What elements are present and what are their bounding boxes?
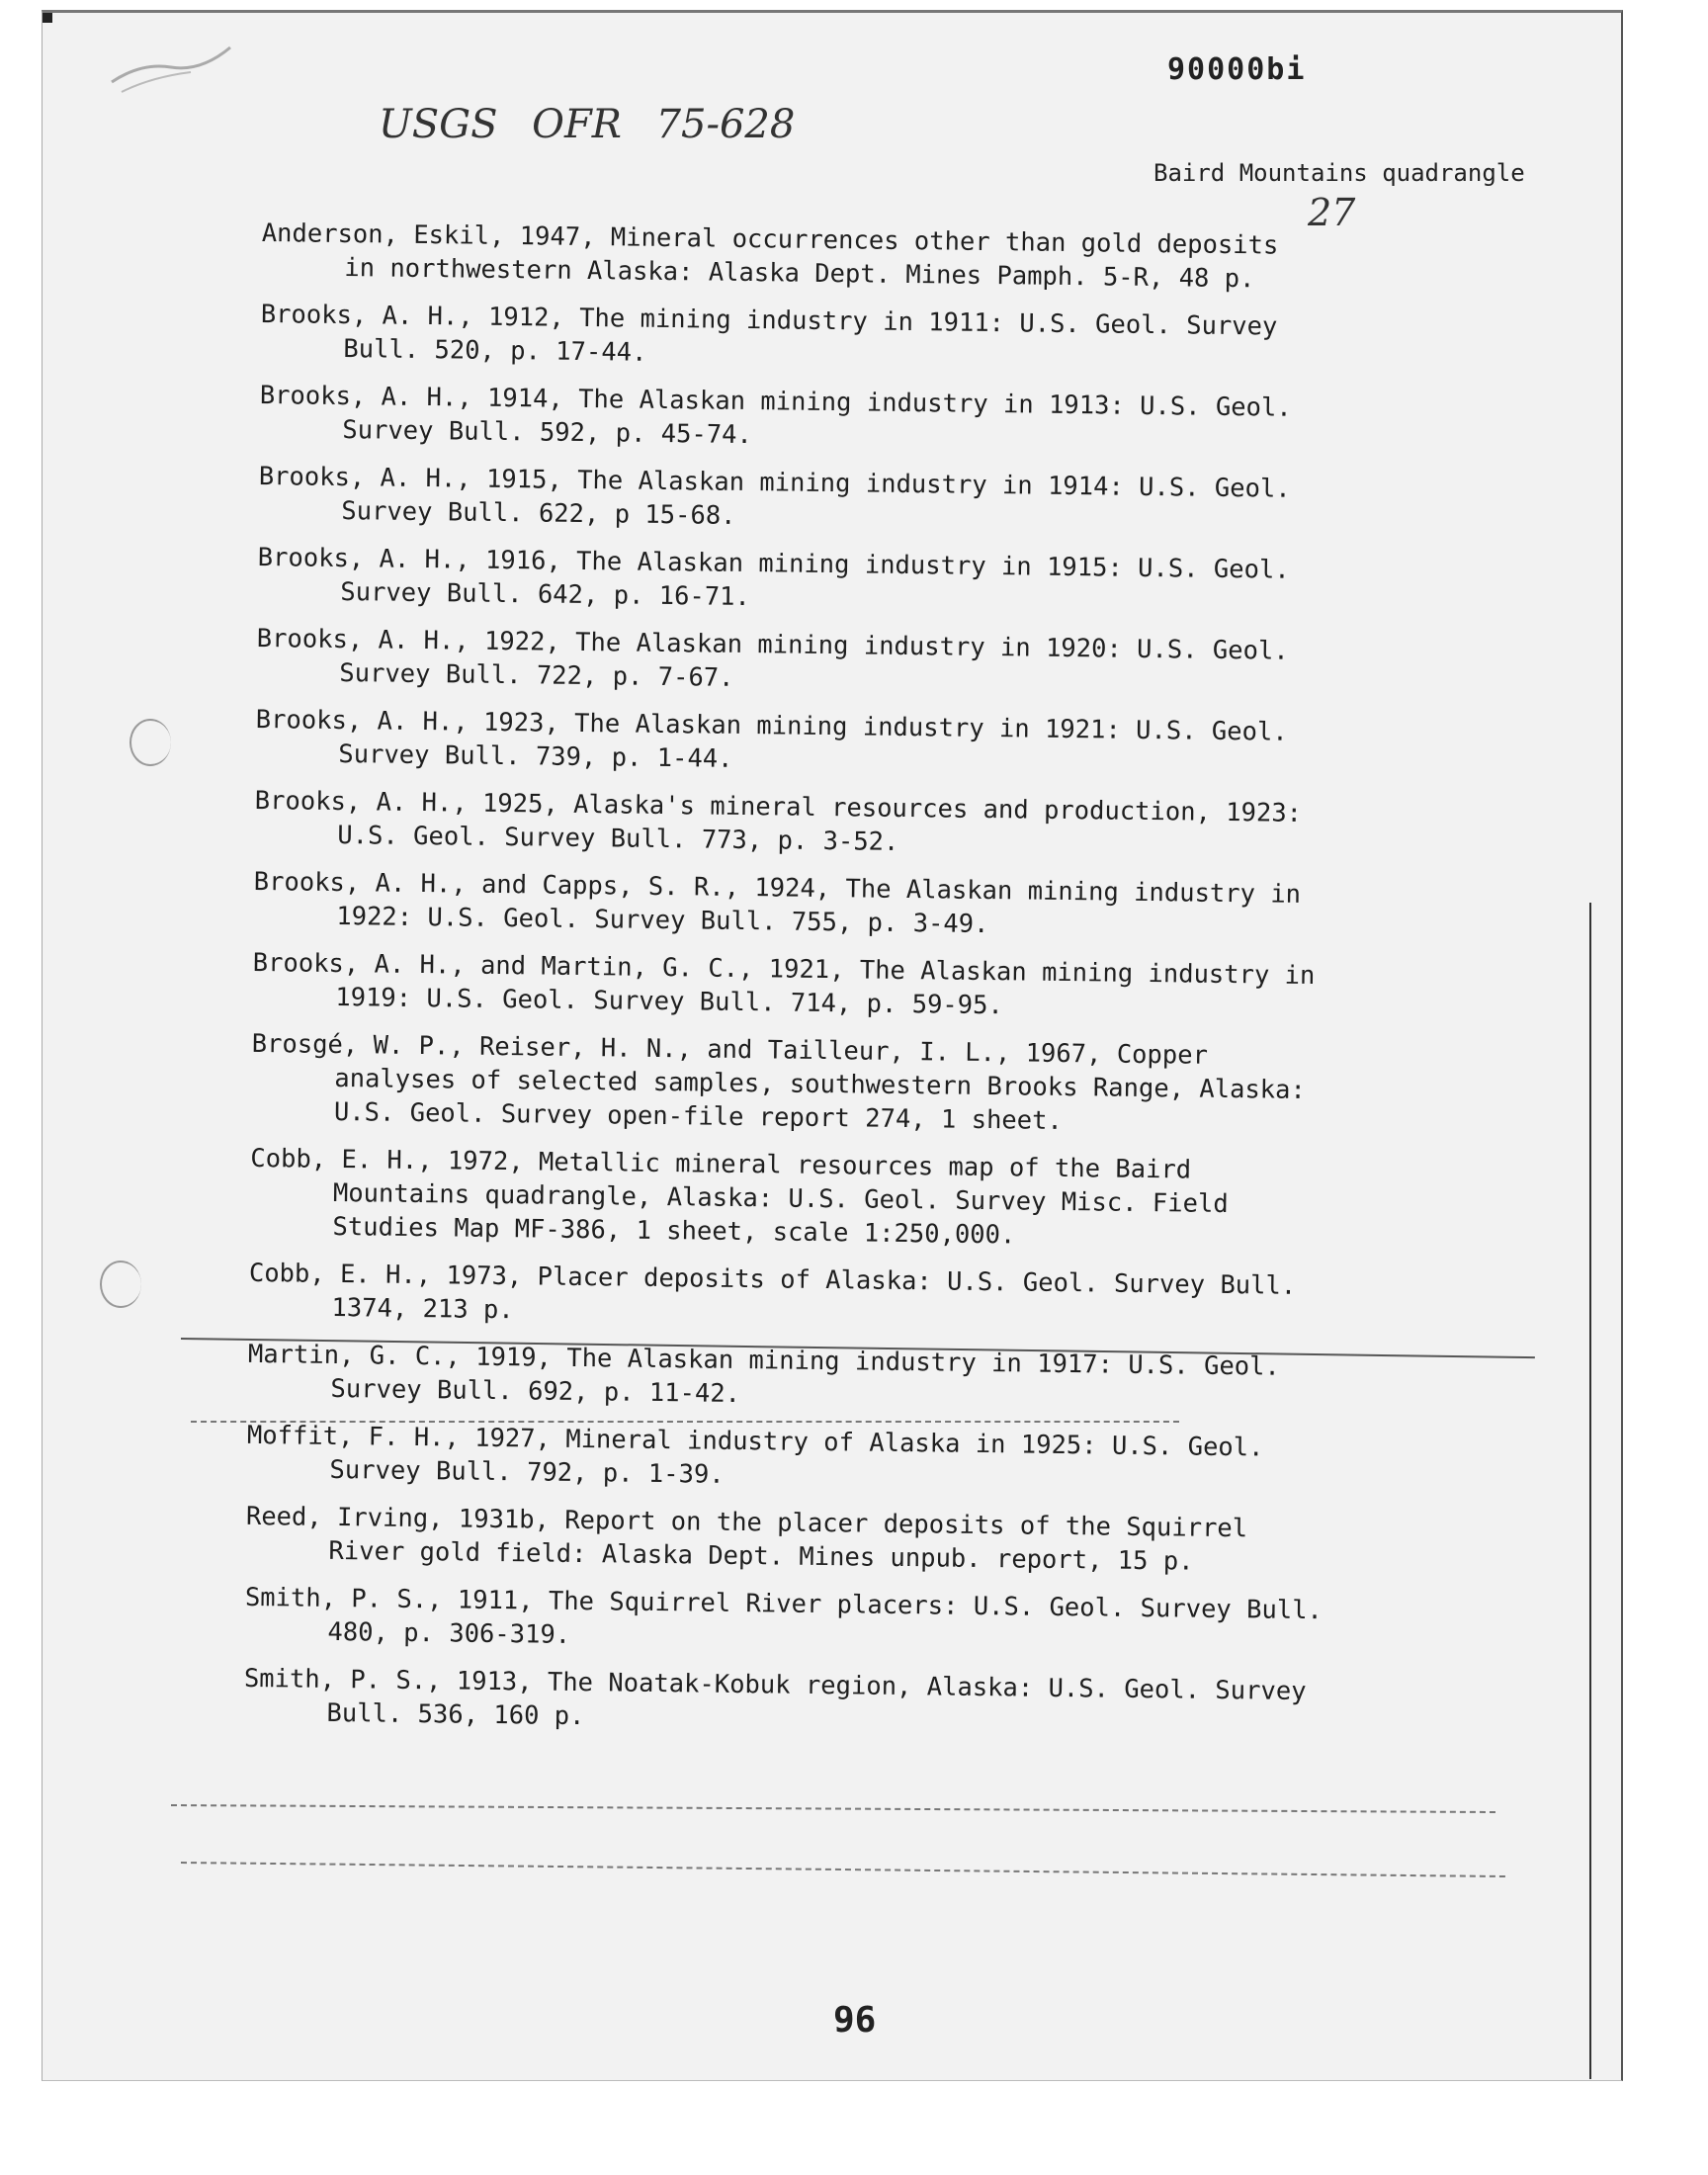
reference-entry: [256, 622, 1493, 704]
reference-line: in northwestern Alaska: Alaska Dept. Mines Pamph. 5-R, 48 p.: [344, 253, 1255, 295]
reference-entry: [245, 1500, 1482, 1582]
reference-entry: [244, 1581, 1481, 1663]
reference-line: Reed, Irving, 1931b, Report on the placer deposits of the Squirrel: [245, 1501, 1248, 1544]
reference-line: Smith, P. S., 1913, The Noatak-Kobuk region, Alaska: U.S. Geol. Survey: [243, 1663, 1307, 1707]
reference-list: [243, 217, 1497, 1758]
reference-entry: [243, 1662, 1480, 1744]
reference-line: Brooks, A. H., 1922, The Alaskan mining industry in 1920: U.S. Geol.: [256, 623, 1289, 666]
reference-entry: [246, 1419, 1483, 1501]
pencil-smudge: [102, 33, 240, 102]
reference-line: Brooks, A. H., 1914, The Alaskan mining industry in 1913: U.S. Geol.: [259, 380, 1292, 423]
reference-line: Brooks, A. H., 1915, The Alaskan mining industry in 1914: U.S. Geol.: [258, 461, 1291, 504]
reference-entry: [252, 946, 1489, 1028]
reference-line: Martin, G. C., 1919, The Alaskan mining industry in 1917: U.S. Geol.: [247, 1339, 1281, 1382]
reference-line: Survey Bull. 642, p. 16-71.: [340, 576, 751, 613]
scan-corner-mark: [43, 13, 52, 23]
reference-line: Brooks, A. H., 1916, The Alaskan mining industry in 1915: U.S. Geol.: [257, 542, 1290, 585]
reference-entry: [258, 460, 1494, 542]
divider-dashed: [171, 1804, 1495, 1813]
reference-line: River gold field: Alaska Dept. Mines unpub. report, 15 p.: [328, 1535, 1194, 1577]
handwritten-page-number: 27: [1308, 191, 1356, 234]
reference-line: 1919: U.S. Geol. Survey Bull. 714, p. 59-95.: [335, 982, 1004, 1021]
reference-entry: [248, 1257, 1485, 1339]
reference-line: Mountains quadrangle, Alaska: U.S. Geol. Survey Misc. Field: [332, 1177, 1229, 1220]
reference-entry: [254, 784, 1491, 866]
document-page: [42, 10, 1623, 2081]
reference-line: Smith, P. S., 1911, The Squirrel River placers: U.S. Geol. Survey Bull.: [244, 1582, 1324, 1626]
divider-dashed: [181, 1862, 1505, 1877]
reference-line: Brooks, A. H., 1925, Alaska's mineral resources and production, 1923:: [254, 785, 1303, 828]
reference-line: U.S. Geol. Survey open-file report 274, 1 sheet.: [333, 1096, 1063, 1136]
reference-line: U.S. Geol. Survey Bull. 773, p. 3-52.: [337, 820, 899, 857]
reference-line: Brooks, A. H., and Capps, S. R., 1924, The Alaskan mining industry in: [253, 866, 1302, 910]
reference-line: 1374, 213 p.: [331, 1292, 514, 1326]
reference-line: Cobb, E. H., 1973, Placer deposits of Alaska: U.S. Geol. Survey Bull.: [248, 1258, 1297, 1301]
vertical-edge-line: [1589, 903, 1591, 2079]
handwritten-report-id: USGS OFR 75-628: [379, 102, 796, 147]
document-stamp-number: 90000bi: [1167, 52, 1307, 87]
reference-line: analyses of selected samples, southwestern Brooks Range, Alaska:: [334, 1063, 1307, 1105]
reference-line: Brooks, A. H., and Martin, G. C., 1921, The Alaskan mining industry in: [252, 947, 1316, 992]
divider-dashed: [191, 1421, 1179, 1423]
reference-line: Survey Bull. 622, p 15-68.: [341, 496, 736, 531]
reference-entry: [260, 298, 1496, 380]
reference-line: 480, p. 306-319.: [327, 1616, 571, 1650]
reference-entry: [257, 541, 1494, 623]
reference-line: Bull. 536, 160 p.: [326, 1697, 585, 1732]
reference-line: Cobb, E. H., 1972, Metallic mineral resources map of the Baird: [250, 1143, 1192, 1185]
reference-line: Survey Bull. 792, p. 1-39.: [329, 1454, 725, 1490]
reference-entry: [249, 1142, 1486, 1258]
quadrangle-title: Baird Mountains quadrangle: [1153, 159, 1525, 187]
reference-line: Moffit, F. H., 1927, Mineral industry of Alaska in 1925: U.S. Geol.: [246, 1420, 1264, 1463]
reference-entry: [247, 1338, 1484, 1420]
reference-entry: [259, 379, 1495, 461]
reference-line: Anderson, Eskil, 1947, Mineral occurrences other than gold deposits: [261, 218, 1279, 261]
reference-entry: [261, 217, 1497, 299]
reference-line: Brooks, A. H., 1923, The Alaskan mining industry in 1921: U.S. Geol.: [255, 704, 1288, 747]
punch-hole-icon: [129, 719, 171, 766]
reference-line: Survey Bull. 739, p. 1-44.: [338, 739, 733, 774]
reference-entry: [255, 703, 1492, 785]
reference-entry: [251, 1027, 1488, 1143]
reference-line: Survey Bull. 722, p. 7-67.: [339, 657, 734, 693]
page-number: 96: [833, 2000, 877, 2041]
punch-hole-icon: [100, 1261, 141, 1308]
reference-line: Brosgé, W. P., Reiser, H. N., and Tailleur, I. L., 1967, Copper: [251, 1028, 1209, 1071]
reference-line: Studies Map MF-386, 1 sheet, scale 1:250,000.: [332, 1211, 1016, 1251]
reference-line: Brooks, A. H., 1912, The mining industry in 1911: U.S. Geol. Survey: [260, 299, 1278, 342]
reference-line: 1922: U.S. Geol. Survey Bull. 755, p. 3-49.: [336, 901, 989, 940]
reference-line: Survey Bull. 692, p. 11-42.: [330, 1373, 741, 1410]
reference-entry: [253, 865, 1490, 947]
reference-line: Bull. 520, p. 17-44.: [343, 334, 647, 368]
reference-line: Survey Bull. 592, p. 45-74.: [342, 415, 753, 451]
